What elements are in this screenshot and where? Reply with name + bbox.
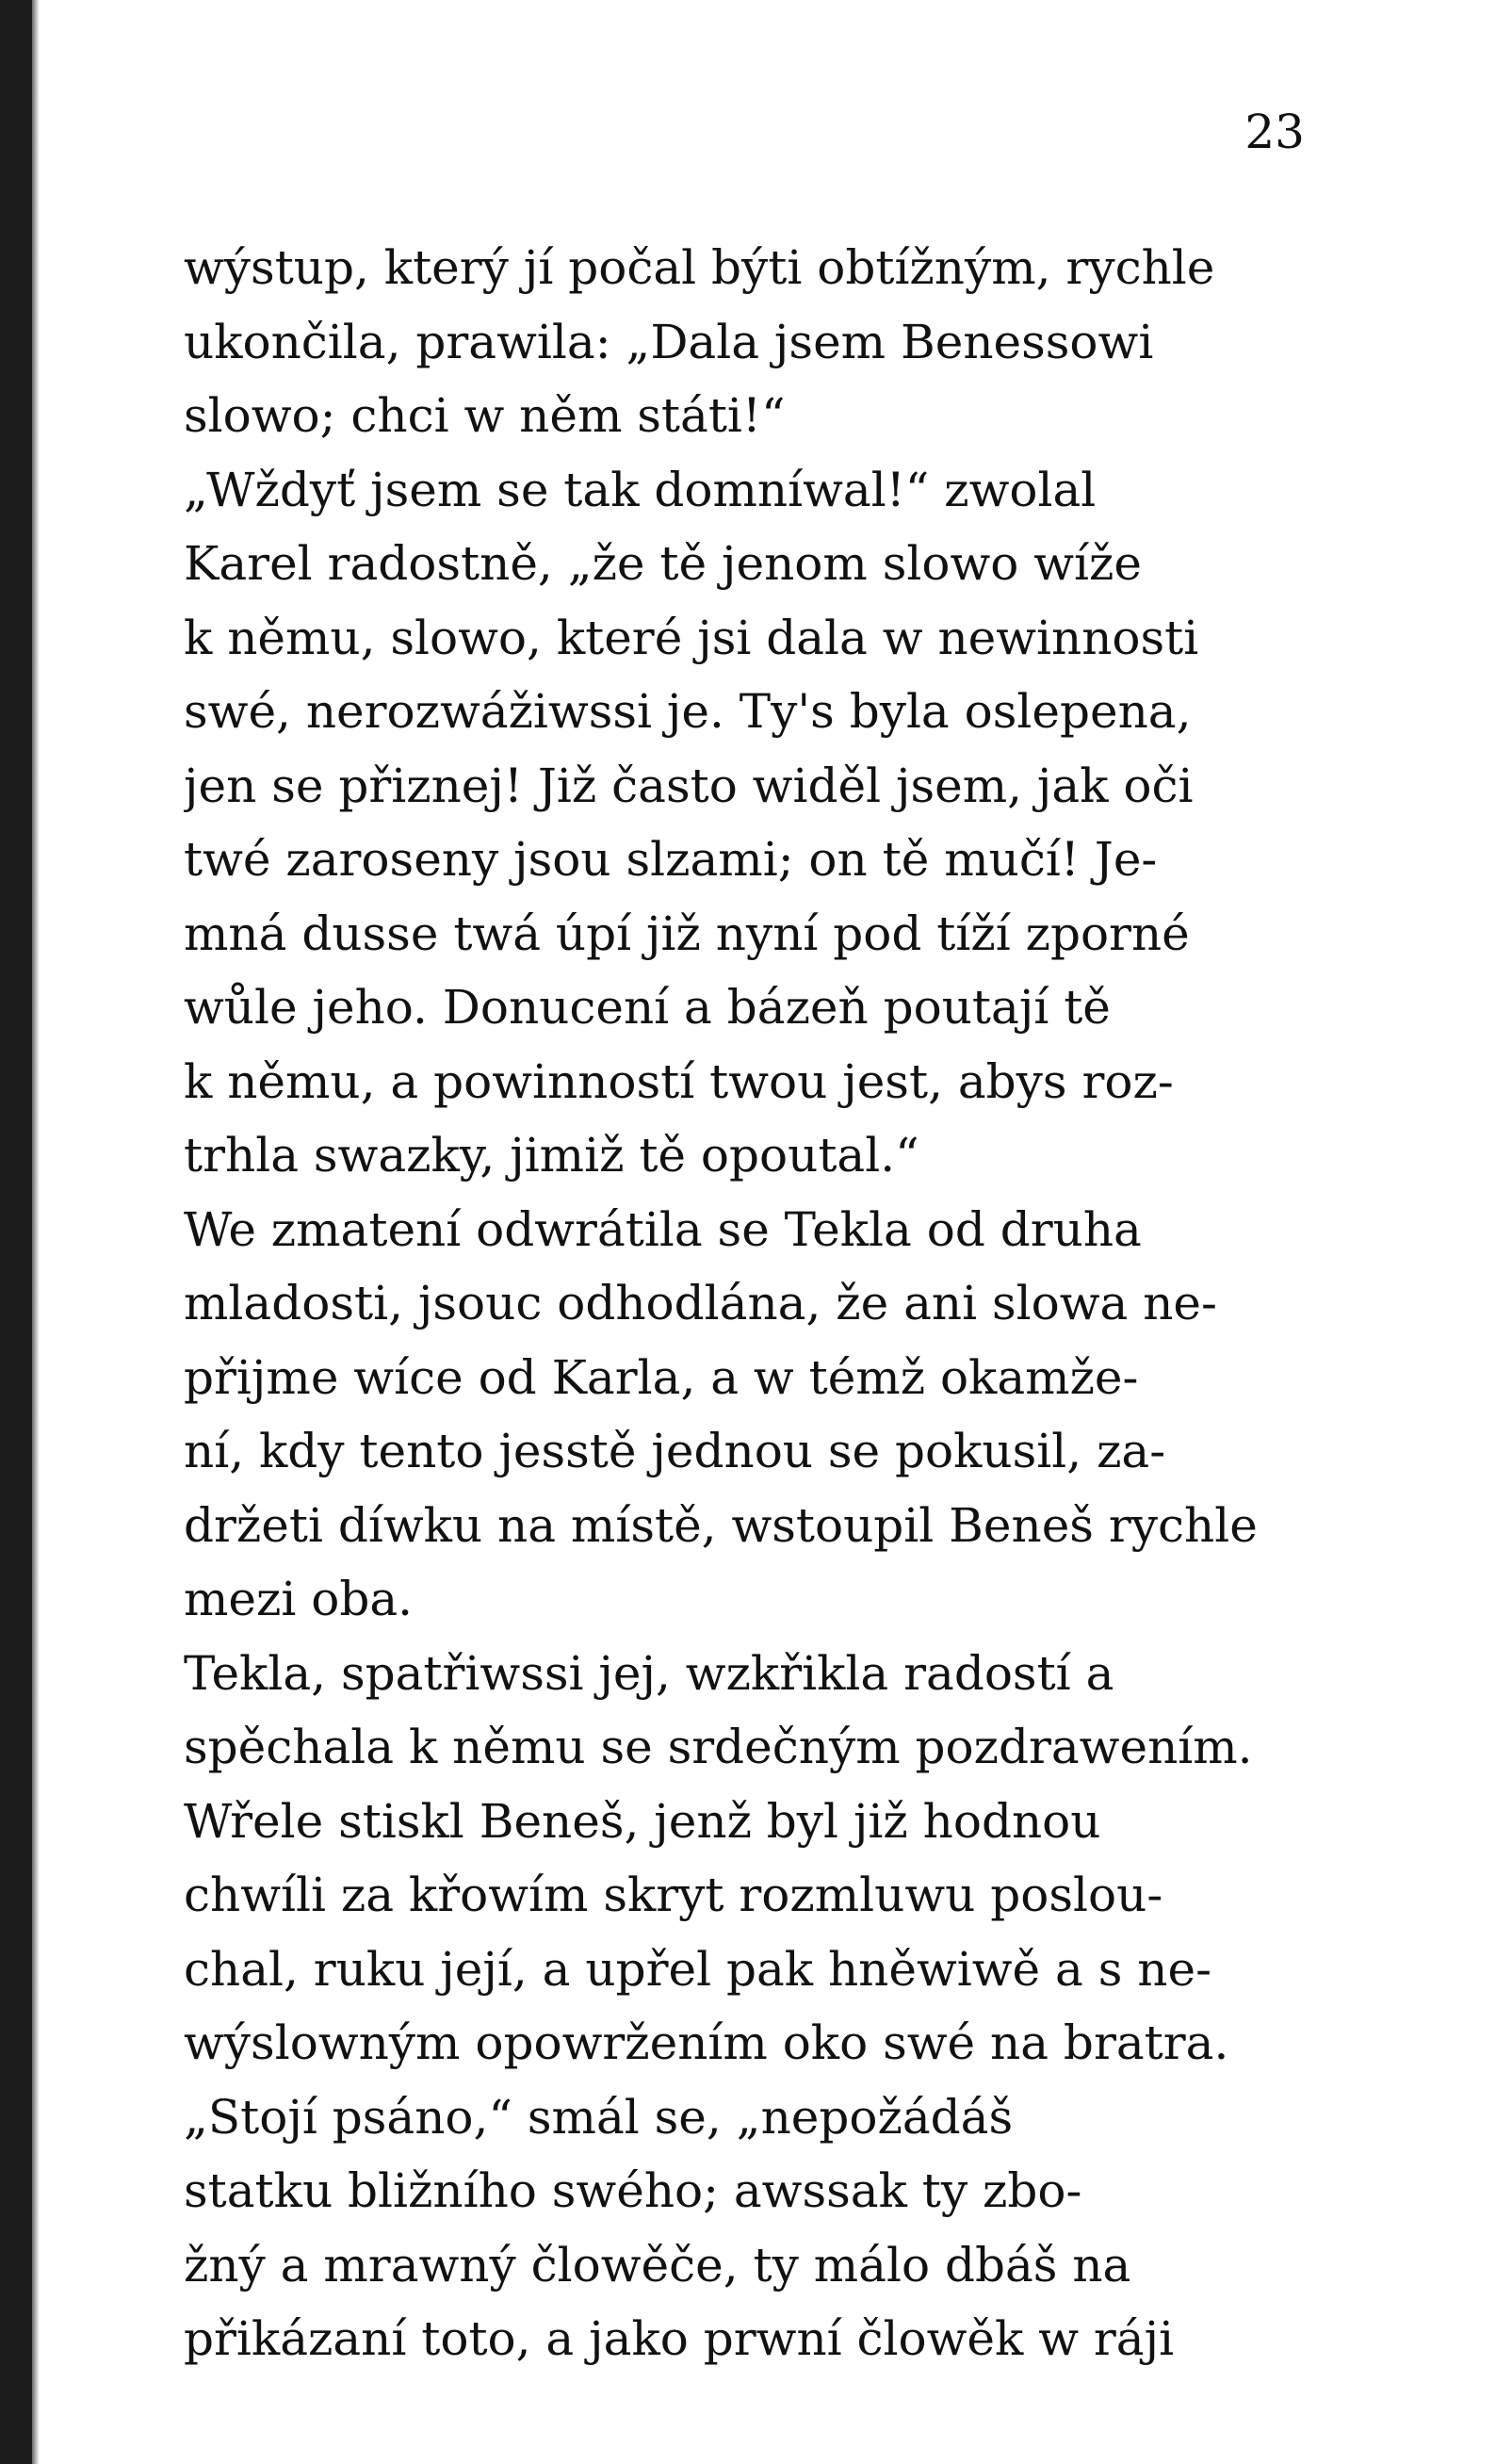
text-line: trhla swazky, jimiž tě opoutal.“ [184, 1128, 919, 1183]
page-text [184, 231, 1314, 2376]
text-line: twé zaroseny jsou slzami; on tě mučí! Je- [184, 832, 1158, 887]
text-line: držeti díwku na místě, wstoupil Beneš rychle [184, 1497, 1258, 1553]
text-line: přikázaní toto, a jako prwní člowěk w ráji [184, 2311, 1175, 2366]
text-line: swé, nerozwážiwssi je. Ty's byla oslepena, [184, 684, 1192, 739]
scan-binding-shadow [32, 0, 40, 2464]
text-line: chal, ruku její, a upřel pak hněwiwě a s ne- [184, 1941, 1211, 1997]
text-line: We zmatení odwrátila se Tekla od druha [184, 1201, 1142, 1257]
page-number: 23 [1244, 105, 1305, 159]
text-line: slowo; chci w něm státi!“ [184, 388, 786, 443]
text-line: žný a mrawný člowěče, ty málo dbáš na [184, 2237, 1131, 2293]
text-line: jen se přiznej! Již často widěl jsem, jak oči [184, 758, 1194, 813]
text-line: Karel radostně, „že tě jenom slowo wíže [184, 536, 1142, 591]
text-line: ní, kdy tento jesstě jednou se pokusil, za- [184, 1424, 1166, 1478]
text-line: k němu, a powinností twou jest, abys roz- [184, 1053, 1174, 1109]
text-line: k němu, slowo, které jsi dala w newinnosti [184, 610, 1199, 665]
text-line: Tekla, spatřiwssi jej, wzkřikla radostí a [184, 1645, 1114, 1701]
text-line: statku bližního swého; awssak ty zbo- [184, 2163, 1082, 2218]
text-line: „Stojí psáno,“ smál se, „nepožádáš [184, 2089, 1014, 2145]
text-line: wýslowným opowržením oko swé na bratra. [184, 2015, 1229, 2070]
text-line: chwíli za křowím skryt rozmluwu poslou- [184, 1868, 1163, 1922]
text-line: „Wždyť jsem se tak domníwal!“ zwolal [184, 462, 1097, 517]
text-line: mladosti, jsouc odhodlána, že ani slowa ne- [184, 1276, 1217, 1330]
text-line: wůle jeho. Donucení a bázeň poutají tě [184, 980, 1111, 1035]
text-line: Wřele stiskl Beneš, jenž byl již hodnou [184, 1793, 1101, 1849]
scan-binding-edge [0, 0, 32, 2464]
text-line: mezi oba. [184, 1572, 414, 1626]
text-line: wýstup, který jí počal býti obtížným, rychle [184, 240, 1215, 295]
text-line: spěchala k němu se srdečným pozdrawením. [184, 1720, 1253, 1774]
text-line: přijme wíce od Karla, a w témž okamže- [184, 1349, 1139, 1405]
text-line: mná dusse twá úpí již nyní pod tíží zporné [184, 906, 1190, 961]
text-line: ukončila, prawila: „Dala jsem Benessowi [184, 314, 1154, 369]
